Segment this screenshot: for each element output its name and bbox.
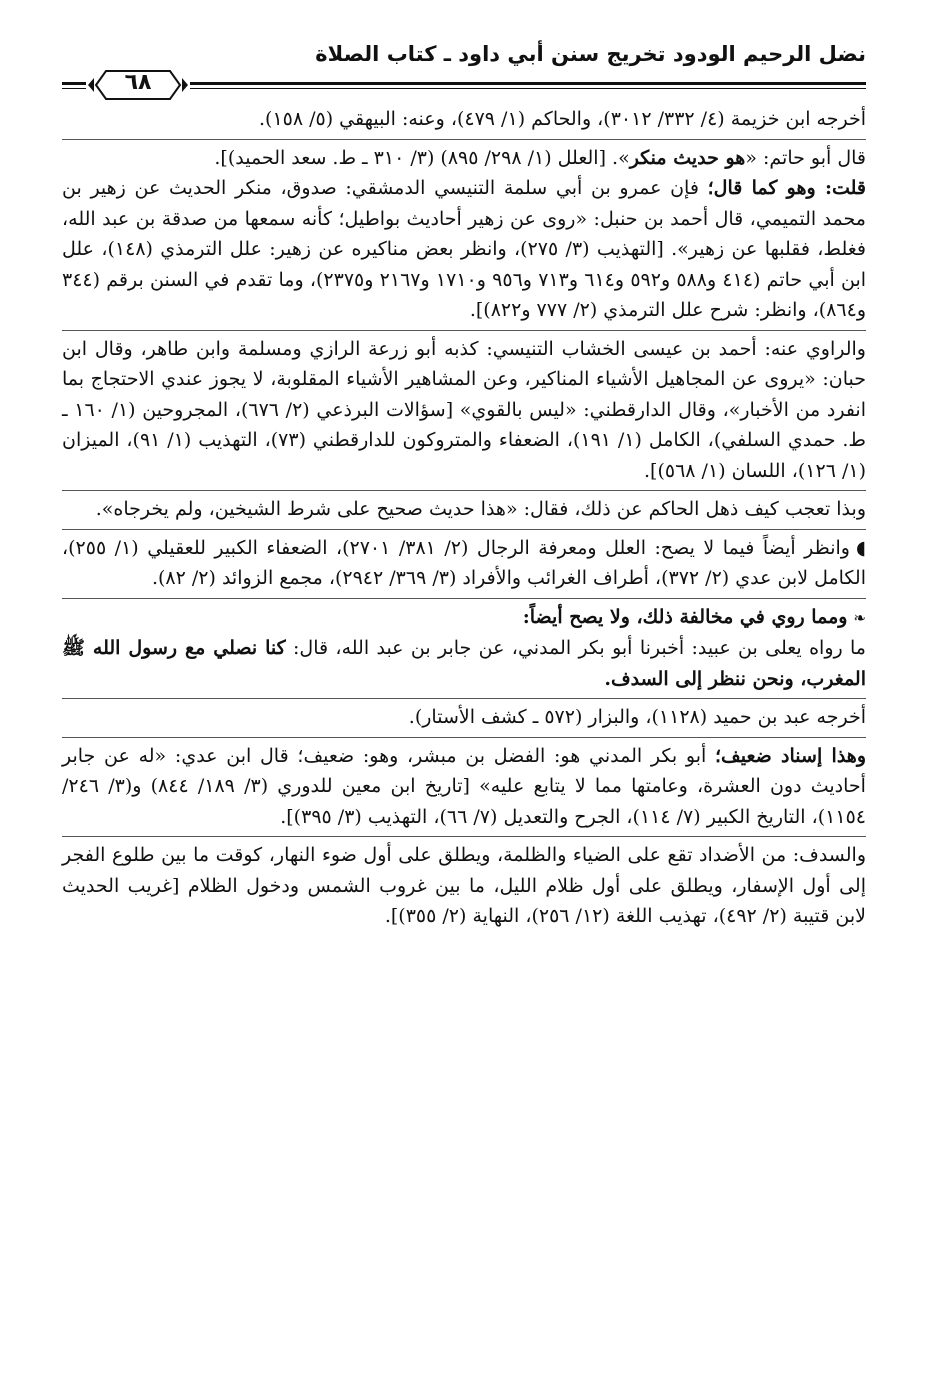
paragraph (62, 143, 866, 174)
text-run: وبذا تعجب كيف ذهل الحاكم عن ذلك، فقال: «هذا حديث صحيح على شرط الشيخين، ولم يخرجاه». (95, 498, 866, 520)
paragraph-divider (62, 529, 866, 530)
text-run: أخرجه عبد بن حميد (١١٢٨)، والبزار (٥٧٢ ـ كشف الأستار). (408, 706, 866, 728)
page-number: ٦٨ (124, 70, 152, 95)
paragraph-divider (62, 139, 866, 140)
page-number-badge (86, 66, 190, 104)
page (62, 38, 866, 1380)
body-text (62, 104, 866, 932)
text-run: فإن عمرو بن أبي سلمة التنيسي الدمشقي: صدوق، منكر الحديث عن زهير بن محمد التميمي، قال أحمد بن حنبل: «روى عن زهير أحاديث بواطيل؛ كأنه سمعها من صدقة بن عبد الله، فغلط، فقلبها عن زهير». [التهذيب (٣/ ٢٧٥)، وانظر بعض مناكيره عن زهير: علل الترمذي (١٤٨)، علل ابن أبي حاتم (٤١٤ و٥٨٨ و٥٩٢ و٦١٤ و٧١٣ و٩٥٦ و١٧١٠ و٢١٦٧ و٢٣٧٥)، وما تقدم في السنن برقم (٣٤٤ و٨٦٤)، وانظر: شرح علل الترمذي (٢/ ٧٧٧ و٨٢٢)]. (62, 177, 867, 321)
paragraph-divider (62, 698, 866, 699)
paragraph (62, 633, 866, 694)
leaf-icon: ❧ (853, 608, 866, 627)
paragraph (62, 173, 866, 326)
bold-text-run: كنا نصلي مع رسول الله ﷺ المغرب، ونحن ننظر إلى السدف. (62, 637, 866, 690)
text-run: ». [العلل (١/ ٢٩٨/ ٨٩٥) (٣/ ٣١٠ ـ ط. سعد الحميد)]. (214, 146, 630, 169)
page-header (62, 38, 866, 98)
paragraph (62, 533, 866, 594)
paragraph (62, 741, 866, 833)
bold-text-run: قلت: وهو كما قال؛ (707, 177, 867, 199)
text-run: ما رواه يعلى بن عبيد: أخبرنا أبو بكر المدني، عن جابر بن عبد الله، قال: (285, 637, 866, 659)
paragraph (62, 104, 866, 135)
paragraph (62, 494, 866, 525)
bold-text-run: ومما روي في مخالفة ذلك، ولا يصح أيضاً: (522, 605, 848, 628)
paragraph (62, 334, 866, 487)
paragraph (62, 602, 866, 634)
bullet-icon: ◖ (855, 536, 866, 559)
paragraph-divider (62, 598, 866, 599)
bold-text-run: وهذا إسناد ضعيف؛ (715, 744, 866, 767)
paragraph-divider (62, 836, 866, 837)
paragraph-divider (62, 737, 866, 738)
paragraph-divider (62, 330, 866, 331)
text-run: أخرجه ابن خزيمة (٤/ ٣٣٢/ ٣٠١٢)، والحاكم (١/ ٤٧٩)، وعنه: البيهقي (٥/ ١٥٨). (258, 108, 866, 130)
paragraph (62, 840, 866, 932)
bold-text-run: هو حديث منكر (629, 146, 746, 169)
text-run: والراوي عنه: أحمد بن عيسى الخشاب التنيسي: كذبه أبو زرعة الرازي ومسلمة وابن طاهر، وقال ابن حبان: «يروى عن المجاهيل الأشياء المناكير، وعن المشاهير الأشياء المقلوبة، لا يجوز عندي الاحتجاج بما انفرد من الأخبار»، وقال الدارقطني: «ليس بالقوي» [سؤالات البرذعي (٢/ ٦٧٦)، المجروحين (١/ ١٦٠ ـ ط. حمدي السلفي)، الكامل (١/ ١٩١)، الضعفاء والمتروكون للدارقطني (٧٣)، التهذيب (١/ ٩١)، الميزان (١/ ١٢٦)، اللسان (١/ ٥٦٨)]. (62, 337, 866, 482)
text-run: وانظر أيضاً فيما لا يصح: العلل ومعرفة الرجال (٢/ ٣٨١/ ٢٧٠١)، الضعفاء الكبير للعقيلي (١/ ٢٥٥)، الكامل لابن عدي (٢/ ٣٧٢)، أطراف الغرائب والأفراد (٣/ ٣٦٩/ ٢٩٤٢)، مجمع الزوائد (٢/ ٨٢). (62, 536, 866, 589)
paragraph-divider (62, 490, 866, 491)
text-run: والسدف: من الأضداد تقع على الضياء والظلمة، ويطلق على أول ضوء النهار، كوقت ما بين طلوع الفجر إلى أول الإسفار، ويطلق على أول ظلام الليل، ما بين غروب الشمس ودخول الظلام [غريب الحديث لابن قتيبة (٢/ ٤٩٢)، تهذيب اللغة (١٢/ ٢٥٦)، النهاية (٢/ ٣٥٥)]. (62, 844, 866, 927)
paragraph (62, 702, 866, 733)
text-run: أبو بكر المدني هو: الفضل بن مبشر، وهو: ضعيف؛ قال ابن عدي: «له عن جابر أحاديث دون العشرة، وعامتها مما لا يتابع عليه» [تاريخ ابن معين للدوري (٣/ ١٨٩/ ٨٤٤) و(٣/ ٢٤٦/ ١١٥٤)، التاريخ الكبير (٧/ ١١٤)، الجرح والتعديل (٧/ ٦٦)، التهذيب (٣/ ٣٩٥)]. (62, 744, 866, 828)
running-title: نضل الرحيم الودود تخريج سنن أبي داود ـ كتاب الصلاة (315, 42, 866, 66)
text-run: قال أبو حاتم: « (745, 146, 866, 169)
